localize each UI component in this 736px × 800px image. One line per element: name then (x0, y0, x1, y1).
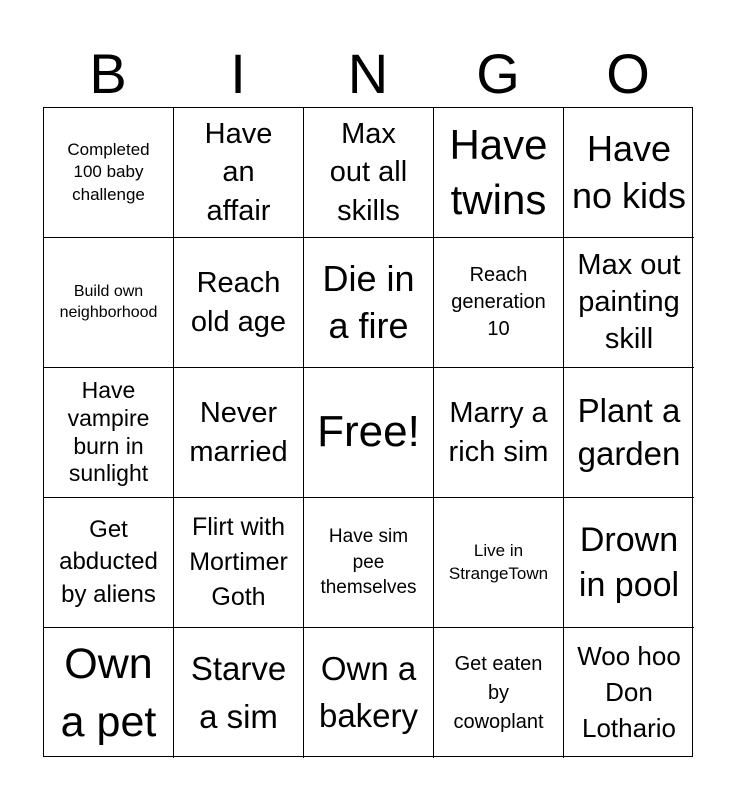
bingo-cell[interactable] (44, 498, 174, 628)
cell-text: Get abducted by aliens (59, 515, 158, 608)
bingo-cell[interactable] (564, 368, 694, 498)
cell-text: Reach generation 10 (451, 264, 546, 340)
header-letter-b: B (89, 42, 127, 105)
bingo-cell[interactable] (434, 498, 564, 628)
header-letter-i: I (230, 42, 246, 105)
header-letter-n: N (347, 42, 389, 105)
bingo-cell[interactable] (174, 368, 304, 498)
bingo-cell[interactable] (434, 108, 564, 238)
bingo-cell[interactable] (564, 628, 694, 758)
header-letter-g: G (476, 42, 520, 105)
cell-text: Starve a sim (190, 650, 287, 735)
cell-text: Max out painting skill (577, 248, 681, 356)
bingo-cell[interactable] (304, 498, 434, 628)
cell-text: Own a bakery (318, 650, 419, 734)
bingo-cell[interactable] (44, 108, 174, 238)
cell-text: Completed 100 baby challenge (67, 140, 150, 204)
bingo-cell[interactable] (434, 368, 564, 498)
header-letter-o: O (606, 42, 650, 105)
bingo-cell[interactable] (564, 498, 694, 628)
cell-text: Plant a garden (577, 391, 681, 472)
cell-text: Have twins (449, 120, 548, 223)
bingo-grid (43, 107, 693, 757)
bingo-cell[interactable] (174, 498, 304, 628)
bingo-header (43, 40, 693, 108)
cell-text: Drown in pool (578, 521, 680, 604)
bingo-cell[interactable] (44, 238, 174, 368)
bingo-cell[interactable] (44, 628, 174, 758)
bingo-cell[interactable] (304, 238, 434, 368)
bingo-cell[interactable] (174, 238, 304, 368)
bingo-cell[interactable] (174, 108, 304, 238)
cell-text: Die in a fire (322, 257, 415, 346)
cell-text: Woo hoo Don Lothario (577, 641, 681, 743)
cell-text: Build own neighborhood (59, 282, 158, 321)
bingo-cell[interactable] (434, 238, 564, 368)
cell-text: Max out all skills (329, 118, 408, 227)
cell-text: Have vampire burn in sunlight (67, 377, 150, 487)
cell-text: Flirt with Mortimer Goth (189, 513, 288, 611)
cell-text: Get eaten by cowoplant (453, 652, 544, 733)
cell-text: Have no kids (571, 127, 687, 216)
bingo-cell[interactable] (304, 628, 434, 758)
cell-text: Live in StrangeTown (448, 541, 549, 583)
bingo-cell[interactable] (44, 368, 174, 498)
bingo-cell[interactable] (174, 628, 304, 758)
cell-text: Have an affair (204, 118, 273, 227)
bingo-cell[interactable] (564, 238, 694, 368)
cell-text: Free! (317, 407, 420, 457)
cell-text: Have sim pee themselves (320, 526, 417, 599)
bingo-cell[interactable] (564, 108, 694, 238)
bingo-cell[interactable] (304, 108, 434, 238)
cell-text: Never married (189, 397, 288, 468)
bingo-cell[interactable] (434, 628, 564, 758)
cell-text: Reach old age (190, 267, 287, 338)
cell-text: Own a pet (60, 639, 157, 746)
bingo-cell[interactable] (304, 368, 434, 498)
cell-text: Marry a rich sim (448, 397, 549, 468)
